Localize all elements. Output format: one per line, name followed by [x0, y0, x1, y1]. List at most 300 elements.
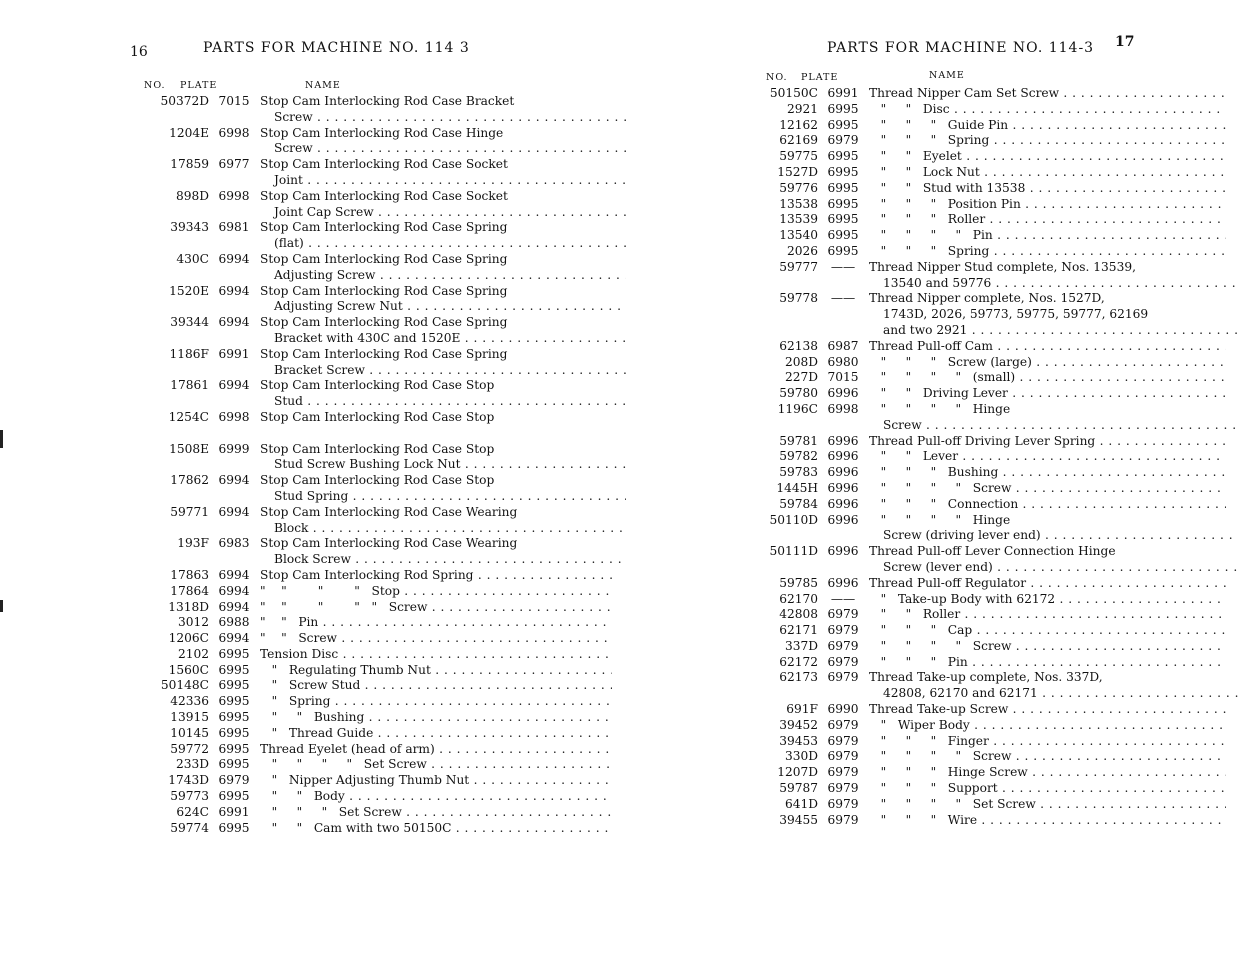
part-number: 59773 — [170, 789, 209, 804]
part-number: 13915 — [170, 710, 209, 725]
plate-number: —— — [830, 591, 856, 606]
plate-number: 6991 — [218, 804, 250, 819]
part-name-text: " Wiper Body — [869, 717, 970, 732]
part-name — [869, 418, 1238, 434]
page-number: 16 — [130, 44, 148, 60]
part-number: 330D — [784, 749, 818, 764]
plate-number: 6995 — [827, 149, 859, 164]
part-name — [869, 813, 1226, 829]
part-name — [260, 252, 612, 268]
part-name — [260, 141, 626, 157]
part-name-text: " " " " Set Screw — [260, 757, 427, 772]
column-header-plate: PLATE — [801, 72, 839, 83]
part-name — [869, 307, 1238, 323]
leader-dots — [318, 615, 612, 629]
part-number: 59784 — [779, 496, 818, 511]
list-item — [614, 797, 1234, 813]
leader-dots — [304, 236, 626, 250]
part-name — [260, 189, 612, 205]
part-number: 59783 — [779, 465, 818, 480]
part-name-text: Thread Take-up complete, Nos. 337D, — [869, 670, 1103, 685]
part-name-text: Thread Pull-off Driving Lever Spring — [869, 433, 1096, 448]
part-name-text: " " " Spring — [869, 133, 990, 148]
part-number: 39344 — [170, 315, 209, 330]
part-number: 59776 — [779, 180, 818, 195]
list-item — [614, 607, 1234, 623]
leader-dots — [1011, 639, 1226, 653]
leader-dots — [365, 363, 626, 377]
plate-number: 6991 — [827, 86, 859, 100]
list-item-continuation — [140, 141, 620, 157]
part-number: 12162 — [779, 117, 818, 132]
part-name — [869, 339, 1226, 355]
part-name-text: " " " Pin — [869, 654, 968, 669]
list-item — [614, 244, 1234, 260]
plate-number: 6994 — [218, 583, 250, 598]
leader-dots — [1036, 797, 1226, 811]
part-number: 59775 — [779, 149, 818, 164]
part-name — [869, 102, 1226, 118]
plate-number: 6996 — [827, 386, 859, 401]
part-number: 13539 — [779, 212, 818, 227]
leader-dots — [373, 726, 612, 740]
part-name — [869, 749, 1226, 765]
part-name — [260, 473, 612, 489]
leader-dots — [968, 655, 1226, 669]
part-name — [260, 205, 626, 221]
leader-dots — [960, 607, 1226, 621]
list-item — [140, 220, 620, 236]
part-name — [260, 236, 626, 252]
part-number: 1186F — [169, 346, 209, 361]
plate-number: 6995 — [218, 710, 250, 725]
part-name-text: " " Stud with 13538 — [869, 180, 1026, 195]
part-name — [869, 355, 1226, 371]
column-header-name: NAME — [305, 80, 341, 91]
list-item — [614, 133, 1234, 149]
list-item-continuation — [140, 110, 620, 126]
part-name-text: " " " " Screw — [869, 480, 1012, 495]
part-name-text: Bracket with 430C and 1520E — [274, 330, 461, 345]
part-name-text: " " Bushing — [260, 710, 365, 725]
list-item — [614, 212, 1234, 228]
part-number: 227D — [784, 370, 818, 385]
part-number: 337D — [784, 638, 818, 653]
list-item — [614, 749, 1234, 765]
part-name-text: " " " " Screw — [869, 749, 1012, 764]
part-name-text: " " Lever — [869, 449, 959, 464]
parts-list — [140, 94, 620, 836]
list-item — [614, 165, 1234, 181]
part-number: 898D — [175, 188, 209, 203]
part-number: 39455 — [779, 812, 818, 827]
part-number: 1206C — [168, 631, 209, 646]
plate-number: 6979 — [827, 796, 859, 811]
page-number: 17 — [1115, 34, 1135, 50]
list-item — [614, 576, 1234, 592]
list-item — [614, 370, 1234, 386]
part-number: 59781 — [779, 433, 818, 448]
list-item — [140, 315, 620, 331]
part-name-text: " " " " Screw — [869, 638, 1012, 653]
part-name — [869, 86, 1226, 102]
part-name — [260, 410, 612, 426]
list-item-continuation — [140, 299, 620, 315]
plate-number: 6987 — [827, 338, 859, 353]
part-name — [869, 386, 1226, 402]
part-name — [869, 592, 1226, 608]
part-name — [869, 607, 1226, 623]
list-item — [614, 118, 1234, 134]
part-number: 1196C — [777, 401, 818, 416]
leader-dots — [374, 205, 626, 219]
leader-dots — [313, 110, 626, 124]
part-name-text: Stud Screw Bushing Lock Nut — [274, 457, 461, 472]
plate-number: 6979 — [827, 765, 859, 780]
part-name-text: " " Screw — [260, 631, 337, 646]
part-name — [260, 94, 612, 110]
list-item — [614, 197, 1234, 213]
part-number: 42808 — [779, 607, 818, 622]
part-name-text: Stud — [274, 394, 303, 409]
leader-dots — [980, 165, 1226, 179]
plate-number: 6994 — [218, 567, 250, 582]
part-number: 641D — [784, 796, 818, 811]
part-name — [260, 584, 612, 600]
part-number: 50372D — [160, 94, 209, 108]
list-item — [614, 497, 1234, 513]
part-name — [260, 299, 626, 315]
part-name — [869, 402, 1226, 418]
plate-number: 6995 — [218, 678, 250, 693]
list-item — [614, 813, 1234, 829]
part-name — [869, 118, 1226, 134]
leader-dots — [993, 339, 1226, 353]
part-number: 17859 — [170, 157, 209, 172]
leader-dots — [427, 600, 612, 614]
leader-dots — [977, 813, 1226, 827]
list-item — [140, 347, 620, 363]
part-name — [260, 742, 612, 758]
part-name-text: " " " " Set Screw — [869, 796, 1036, 811]
part-name — [869, 260, 1226, 276]
part-name — [869, 165, 1226, 181]
part-name — [869, 781, 1226, 797]
scan-edge-mark — [0, 600, 3, 612]
part-name — [869, 623, 1226, 639]
leader-dots — [985, 212, 1226, 226]
leader-dots — [303, 394, 626, 408]
plate-number: 6995 — [827, 212, 859, 227]
leader-dots — [1015, 370, 1226, 384]
leader-dots — [1041, 528, 1238, 542]
list-item — [140, 694, 620, 710]
list-item — [140, 678, 620, 694]
part-name — [260, 821, 612, 837]
list-item-continuation — [140, 489, 620, 505]
list-item-continuation — [140, 268, 620, 284]
plate-number: 6996 — [827, 512, 859, 527]
part-number: 624C — [176, 804, 209, 819]
part-name-text: " " " Guide Pin — [869, 117, 1009, 132]
list-item — [614, 102, 1234, 118]
leader-dots — [313, 141, 626, 155]
part-name-text: " " Lock Nut — [869, 164, 980, 179]
part-name-text: " " " Position Pin — [869, 196, 1021, 211]
list-item — [614, 386, 1234, 402]
list-item — [614, 513, 1234, 529]
part-name — [869, 702, 1226, 718]
plate-number: 6994 — [218, 631, 250, 646]
leader-dots — [348, 489, 626, 503]
part-name-text: Stop Cam Interlocking Rod Case Socket — [260, 188, 508, 203]
part-name-text: Screw — [883, 417, 922, 432]
part-name-text: Stop Cam Interlocking Rod Case Spring — [260, 283, 508, 298]
plate-number: 6994 — [218, 504, 250, 519]
part-name — [869, 244, 1226, 260]
part-number: 1743D — [168, 773, 209, 788]
plate-number: 6996 — [827, 480, 859, 495]
list-item — [140, 473, 620, 489]
list-item-continuation — [140, 394, 620, 410]
list-item — [614, 260, 1234, 276]
leader-dots — [958, 449, 1226, 463]
part-number: 1508E — [169, 441, 209, 456]
list-item — [140, 663, 620, 679]
plate-number: 6979 — [827, 781, 859, 796]
part-name-text: Thread Nipper Stud complete, Nos. 13539, — [869, 259, 1136, 274]
part-number: 691F — [786, 702, 818, 717]
plate-number: 6979 — [827, 749, 859, 764]
leader-dots — [1008, 118, 1226, 132]
list-item-continuation — [614, 323, 1234, 339]
part-number: 59787 — [779, 781, 818, 796]
part-name-text: " " Roller — [869, 607, 961, 622]
part-name — [869, 797, 1226, 813]
plate-number: 6995 — [218, 741, 250, 756]
part-name — [260, 220, 612, 236]
part-name — [260, 457, 626, 473]
part-name — [869, 149, 1226, 165]
part-number: 2102 — [177, 646, 209, 661]
part-name — [260, 521, 626, 537]
leader-dots — [1011, 481, 1226, 495]
leader-dots — [998, 781, 1226, 795]
part-name-text: 13540 and 59776 — [883, 275, 992, 290]
plate-number: 6988 — [218, 615, 250, 630]
part-name-text: Stop Cam Interlocking Rod Case Stop — [260, 378, 495, 393]
list-item — [614, 402, 1234, 418]
part-number: 59778 — [779, 291, 818, 306]
leader-dots — [1095, 434, 1226, 448]
part-name — [260, 710, 612, 726]
part-name — [260, 126, 612, 142]
part-name-text: Stop Cam Interlocking Rod Case Wearing — [260, 536, 518, 551]
part-name-text: Stop Cam Interlocking Rod Spring — [260, 567, 474, 582]
list-item — [140, 600, 620, 616]
part-number: 2026 — [786, 243, 818, 258]
part-name — [869, 497, 1226, 513]
plate-number: 6996 — [827, 433, 859, 448]
list-item — [140, 284, 620, 300]
part-name — [869, 449, 1226, 465]
part-name-text: Stud Spring — [274, 488, 349, 503]
part-name-text: " " Disc — [869, 101, 950, 116]
plate-number: 6979 — [827, 638, 859, 653]
part-name — [869, 370, 1226, 386]
part-name — [260, 647, 612, 663]
leader-dots — [989, 734, 1226, 748]
plate-number: 6994 — [218, 251, 250, 266]
list-item — [140, 647, 620, 663]
list-item — [614, 86, 1234, 102]
part-number: 39453 — [779, 733, 818, 748]
part-name — [869, 481, 1226, 497]
part-name-text: " " " " Pin — [869, 228, 993, 243]
leader-dots — [469, 773, 612, 787]
plate-number: 7015 — [218, 94, 250, 108]
plate-number: 6995 — [218, 662, 250, 677]
plate-number: 6979 — [827, 733, 859, 748]
part-name — [260, 678, 612, 694]
leader-dots — [970, 718, 1226, 732]
list-item — [140, 126, 620, 142]
plate-number: 6995 — [218, 789, 250, 804]
part-name-text: " Take-up Body with 62172 — [869, 591, 1056, 606]
part-name-text: Stop Cam Interlocking Rod Case Spring — [260, 346, 508, 361]
part-name-text: Stop Cam Interlocking Rod Case Socket — [260, 157, 508, 172]
leader-dots — [338, 647, 612, 661]
part-name-text: " Spring — [260, 694, 331, 709]
scan-edge-mark — [0, 430, 3, 448]
list-item-continuation — [140, 457, 620, 473]
plate-number: 6995 — [218, 757, 250, 772]
part-name-text: " " " Cap — [869, 623, 973, 638]
list-item — [140, 710, 620, 726]
part-number: 1207D — [777, 765, 818, 780]
plate-number: 6998 — [218, 188, 250, 203]
part-name-text: Stop Cam Interlocking Rod Case Spring — [260, 315, 508, 330]
plate-number: 6991 — [218, 346, 250, 361]
list-item-continuation — [140, 236, 620, 252]
leader-dots — [1028, 765, 1226, 779]
part-name — [260, 284, 612, 300]
part-name — [260, 600, 612, 616]
part-name — [869, 434, 1226, 450]
part-number: 193F — [177, 536, 209, 551]
part-name-text: 42808, 62170 and 62171 — [883, 686, 1038, 701]
part-name-text: " " Body — [260, 789, 345, 804]
leader-dots — [308, 521, 626, 535]
part-name-text: " Regulating Thumb Nut — [260, 662, 431, 677]
leader-dots — [364, 710, 612, 724]
part-name-text: Adjusting Screw — [274, 267, 376, 282]
leader-dots — [460, 331, 626, 345]
part-number: 430C — [176, 251, 209, 266]
page-title: PARTS FOR MACHINE NO. 114-3 — [827, 40, 1095, 56]
leader-dots — [345, 789, 612, 803]
part-name-text: " " Eyelet — [869, 149, 962, 164]
list-item — [140, 410, 620, 426]
part-number: 17861 — [170, 378, 209, 393]
part-name — [260, 505, 612, 521]
part-name — [869, 133, 1226, 149]
column-header-no: NO. — [144, 80, 166, 91]
leader-dots — [1008, 702, 1226, 716]
part-number: 2921 — [786, 101, 818, 116]
list-item-continuation — [140, 426, 620, 442]
list-item — [614, 465, 1234, 481]
list-item-continuation — [140, 521, 620, 537]
part-name-text: " Thread Guide — [260, 725, 374, 740]
part-name-text: " " " " Stop — [260, 583, 400, 598]
list-item — [614, 670, 1234, 686]
list-item-continuation — [140, 552, 620, 568]
list-item-continuation — [140, 363, 620, 379]
list-item — [614, 449, 1234, 465]
plate-number: 6979 — [827, 654, 859, 669]
part-number: 10145 — [170, 725, 209, 740]
part-number: 59782 — [779, 449, 818, 464]
plate-number: 6998 — [218, 409, 250, 424]
leader-dots — [473, 568, 612, 582]
part-name-text: Stop Cam Interlocking Rod Case Stop — [260, 441, 495, 456]
part-name-text: " " " Roller — [869, 212, 986, 227]
part-name — [869, 655, 1226, 671]
plate-number: 6979 — [827, 623, 859, 638]
leader-dots — [1032, 355, 1226, 369]
part-name — [260, 347, 612, 363]
plate-number: —— — [830, 259, 856, 274]
plate-number: 6995 — [827, 243, 859, 258]
part-name — [869, 670, 1226, 686]
part-number: 17864 — [170, 583, 209, 598]
plate-number: 7015 — [827, 370, 859, 385]
list-item — [140, 252, 620, 268]
list-item — [140, 536, 620, 552]
list-item — [614, 639, 1234, 655]
part-name-text: " " Cam with two 50150C — [260, 820, 452, 835]
plate-number: 6995 — [218, 820, 250, 835]
plate-number: 6996 — [827, 544, 859, 559]
part-name-text: Thread Nipper complete, Nos. 1527D, — [869, 291, 1105, 306]
part-name-text: " " " Spring — [869, 243, 990, 258]
leader-dots — [431, 663, 612, 677]
leader-dots — [400, 584, 612, 598]
part-number: 39343 — [170, 220, 209, 235]
leader-dots — [972, 623, 1226, 637]
part-name — [869, 276, 1238, 292]
plate-number: 6995 — [827, 196, 859, 211]
part-name-text: and two 2921 — [883, 322, 968, 337]
part-name-text: Thread Pull-off Cam — [869, 338, 993, 353]
part-name-text: Screw — [274, 109, 313, 124]
part-number: 1318D — [168, 599, 209, 614]
part-number: 13538 — [779, 196, 818, 211]
part-name-text: Stop Cam Interlocking Rod Case Wearing — [260, 504, 518, 519]
part-name-text: " " " Set Screw — [260, 804, 402, 819]
part-name-text: " " " Connection — [869, 496, 1019, 511]
list-item — [614, 623, 1234, 639]
part-number: 50150C — [769, 86, 818, 100]
part-number: 1527D — [777, 164, 818, 179]
leader-dots — [989, 244, 1226, 258]
part-number: 13540 — [779, 228, 818, 243]
part-name-text: " " " Screw (large) — [869, 354, 1032, 369]
plate-number: 6996 — [827, 465, 859, 480]
part-number: 1445H — [776, 480, 818, 495]
column-header-name: NAME — [929, 70, 965, 81]
